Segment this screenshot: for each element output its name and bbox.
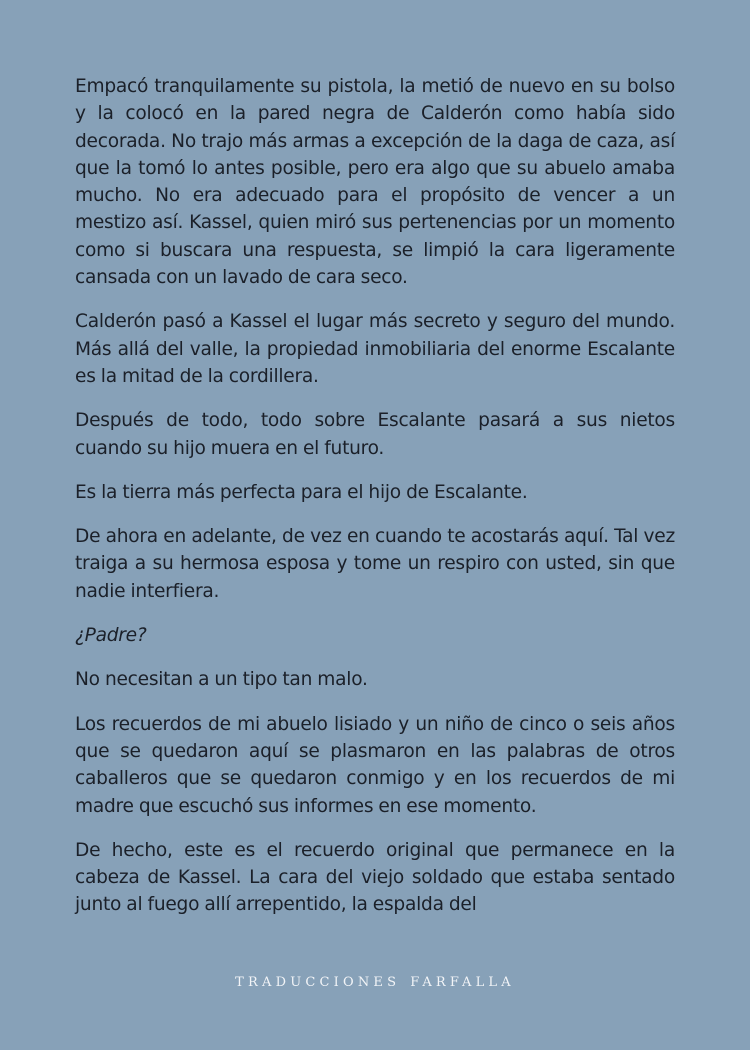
- paragraph-9: De hecho, este es el recuerdo original que permanece en la cabeza de Kassel. La cara del viejo soldado que estaba sentado junto al fuego allí arrepentido, la espalda del: [75, 839, 675, 916]
- paragraph-3: Después de todo, todo sobre Escalante pasará a sus nietos cuando su hijo muera en el futuro.: [75, 410, 675, 459]
- paragraph-4: Es la tierra más perfecta para el hijo de Escalante.: [75, 481, 528, 503]
- paragraph-8: Los recuerdos de mi abuelo lisiado y un niño de cinco o seis años que se quedaron aquí se plasmaron en las palabras de otros caballeros que se quedaron conmigo y en los recuerdos de mi madre que escuchó sus informes en ese momento.: [75, 713, 675, 817]
- paragraph-5: De ahora en adelante, de vez en cuando te acostarás aquí. Tal vez traiga a su hermosa esposa y tome un respiro con usted, sin que nadie interfiera.: [75, 526, 675, 602]
- paragraph-1: Empacó tranquilamente su pistola, la metió de nuevo en su bolso y la colocó en la pared negra de Calderón como había sido decorada. No trajo más armas a excepción de la daga de caza, así que la tomó lo antes posible, pero era algo que su abuelo amaba mucho. No era adecuado para el propósito de vencer a un mestizo así. Kassel, quien miró sus pertenencias por un momento como si buscara una respuesta, se limpió la cara ligeramente cansada con un lavado de cara seco.: [75, 76, 675, 289]
- footer-credit: [0, 975, 750, 990]
- footer-word-1: TRADUCCIONES: [235, 975, 401, 990]
- footer-word-2: FARFALLA: [410, 975, 515, 990]
- document-body: [75, 73, 675, 936]
- paragraph-6-italic: ¿Padre?: [75, 625, 147, 647]
- paragraph-7: No necesitan a un tipo tan malo.: [75, 669, 368, 691]
- paragraph-2: Calderón pasó a Kassel el lugar más secreto y seguro del mundo. Más allá del valle, la propiedad inmobiliaria del enorme Escalante es la mitad de la cordillera.: [75, 311, 675, 387]
